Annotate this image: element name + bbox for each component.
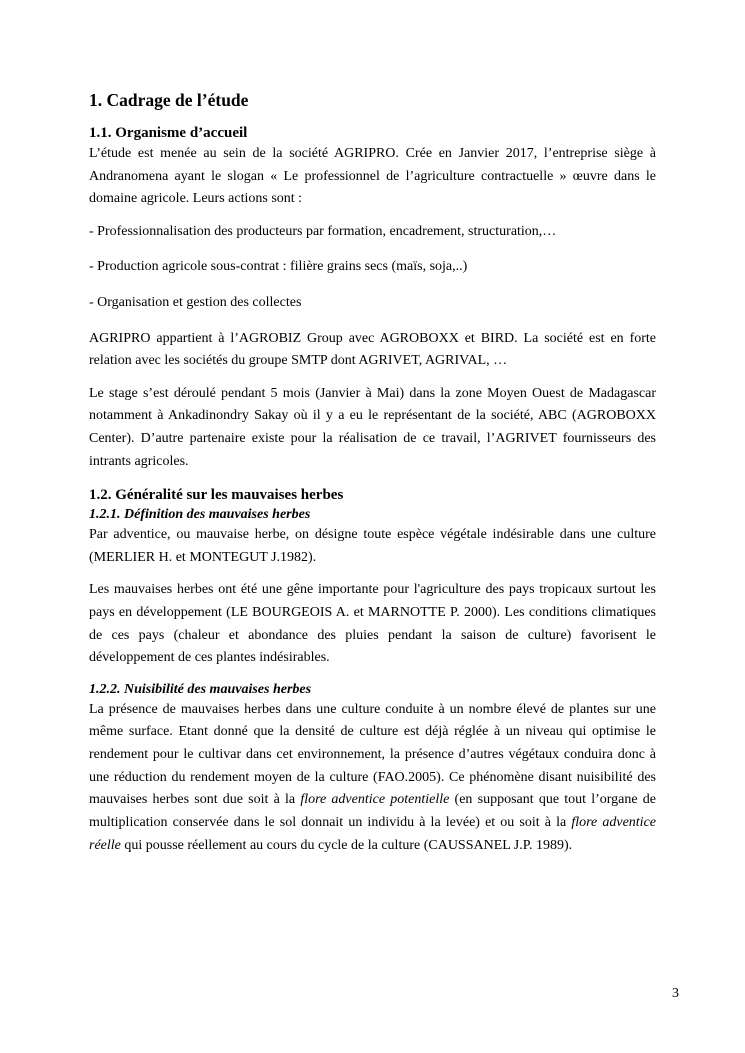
document-page	[89, 88, 656, 867]
paragraph-nuisibilite	[89, 699, 656, 858]
bullet-production: - Production agricole sous-contrat : filière grains secs (maïs, soja,..)	[89, 259, 468, 275]
heading-nuisibilite: 1.2.2. Nuisibilité des mauvaises herbes	[89, 681, 312, 697]
bullet-organisation: - Organisation et gestion des collectes	[89, 295, 302, 311]
bullet-professionnalisation: - Professionnalisation des producteurs par formation, encadrement, structuration,…	[89, 223, 557, 239]
paragraph-intro: L’étude est menée au sein de la société AGRIPRO. Crée en Janvier 2017, l’entreprise siège à Andranomena ayant le slogan « Le professionnel de l’agriculture contractuelle » œuvre dans le domaine agricole. Leurs actions sont :	[89, 146, 656, 207]
text-run: La présence de mauvaises herbes dans une culture conduite à un nombre élevé de plantes sur une même surface. Etant donné que la densité de culture est déjà réglée à un niveau qui optimise le rendement pour le cultivar dans cet environnement, la présence d’autres végétaux conduira donc à une réduction du rendement moyen de la culture (FAO.2005). Ce phénomène disant nuisibilité des mauvaises herbes sont due soit à la	[89, 701, 656, 808]
heading-generalite: 1.2. Généralité sur les mauvaises herbes	[89, 487, 344, 504]
paragraph-tropicaux: Les mauvaises herbes ont été une gêne importante pour l'agriculture des pays tropicaux surtout les pays en développement (LE BOURGEOIS A. et MARNOTTE P. 2000). Les conditions climatiques de ces pays (chaleur et abondance des pluies pendant la saison de culture) favorisent le développement de ces plantes indésirables.	[89, 582, 656, 666]
term-flore-potentielle: flore adventice potentielle	[300, 792, 450, 808]
text-run: (en supposant que tout l’organe de multiplication conservée dans le sol donnait un individu à la levée) et ou soit à la	[89, 792, 656, 831]
heading-cadrage: 1. Cadrage de l’étude	[89, 90, 249, 110]
paragraph-stage: Le stage s’est déroulé pendant 5 mois (Janvier à Mai) dans la zone Moyen Ouest de Madagascar notamment à Ankadinondry Sakay où il y a eu le représentant de la société, ABC (AGROBOXX Center). D’autre partenaire existe pour la réalisation de ce travail, l’AGRIVET fournisseurs des intrants agricoles.	[89, 385, 656, 469]
page-number: 3	[672, 986, 679, 1001]
text-run: qui pousse réellement au cours du cycle de la culture (CAUSSANEL J.P. 1989).	[120, 837, 573, 853]
paragraph-definition: Par adventice, ou mauvaise herbe, on désigne toute espèce végétale indésirable dans une culture (MERLIER H. et MONTEGUT J.1982).	[89, 527, 656, 566]
paragraph-group: AGRIPRO appartient à l’AGROBIZ Group avec AGROBOXX et BIRD. La société est en forte relation avec les sociétés du groupe SMTP dont AGRIVET, AGRIVAL, …	[89, 330, 656, 369]
heading-organisme-accueil: 1.1. Organisme d’accueil	[89, 125, 248, 141]
term-flore-reelle: flore adventice réelle	[89, 815, 657, 853]
heading-definition: 1.2.1. Définition des mauvaises herbes	[89, 507, 311, 523]
